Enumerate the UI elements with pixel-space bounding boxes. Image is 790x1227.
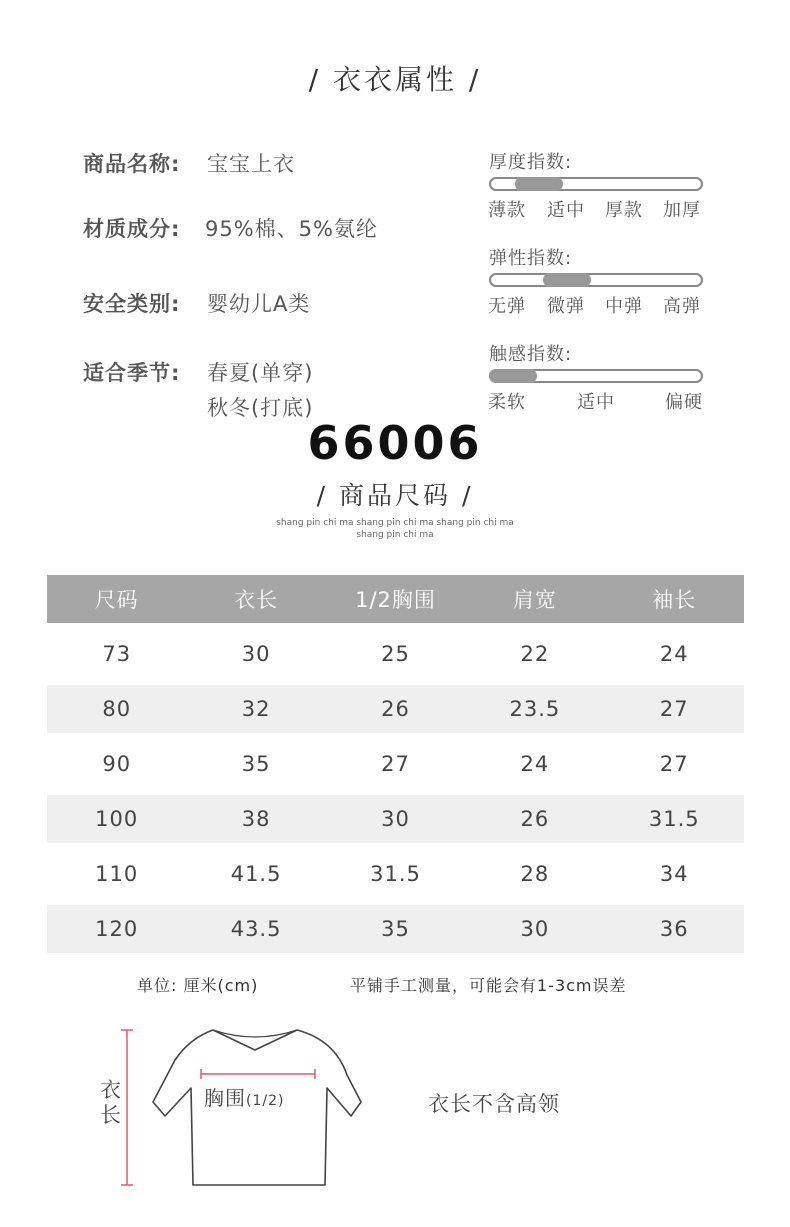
table-cell: 35 [186,733,325,795]
elasticity-scale-title: 弹性指数: [489,248,573,269]
measurement-note: 平铺手工测量，可能会有1-3cm误差 [350,976,627,995]
table-cell: 24 [465,733,604,795]
elasticity-scale-track [489,273,703,287]
chest-measure-line [201,1069,315,1079]
name-value: 宝宝上衣 [207,152,295,176]
table-cell: 100 [47,795,186,843]
table-cell: 27 [605,733,744,795]
chest-label-wrap [204,1082,284,1111]
elasticity-label-medium: 中弹 [605,296,643,317]
thickness-label-medium: 适中 [547,200,585,221]
table-row [47,733,744,795]
thickness-scale-indicator [515,177,563,191]
table-cell: 28 [465,843,604,905]
table-cell: 41.5 [186,843,325,905]
table-cell: 35 [326,905,465,953]
table-cell: 22 [465,623,604,685]
length-ruler [121,1030,133,1185]
table-cell: 34 [605,843,744,905]
table-row [47,685,744,733]
unit-note: 单位: 厘米(cm) [137,976,259,995]
chest-sub-label: (1/2) [246,1093,285,1109]
size-section-title: / 商品尺码 / [316,481,474,510]
attributes-title: / 衣衣属性 / [308,63,482,96]
thickness-label-thin: 薄款 [488,200,526,221]
table-cell: 31.5 [326,843,465,905]
thickness-label-extra-thick: 加厚 [663,200,701,221]
table-cell: 110 [47,843,186,905]
table-cell: 27 [326,733,465,795]
length-label [100,1078,122,1128]
name-label: 商品名称: [83,152,181,176]
material-label: 材质成分: [83,217,181,241]
table-cell: 31.5 [605,795,744,843]
product-code: 66006 [307,416,483,470]
table-cell: 80 [47,685,186,733]
elasticity-label-none: 无弹 [488,296,526,317]
season-value-1: 春夏(单穿) [207,361,314,385]
table-cell: 32 [186,685,325,733]
table-cell: 26 [326,685,465,733]
table-cell: 25 [326,623,465,685]
touch-scale-title: 触感指数: [489,344,573,365]
table-cell: 30 [465,905,604,953]
header-half-chest: 1/2胸围 [326,575,465,623]
elasticity-label-high: 高弹 [663,296,701,317]
table-row [47,905,744,953]
season-value-2: 秋冬(打底) [207,396,314,420]
table-cell: 30 [326,795,465,843]
chest-label: 胸围 [204,1086,246,1110]
table-cell: 26 [465,795,604,843]
table-cell: 24 [605,623,744,685]
touch-scale-track [489,369,703,383]
elasticity-scale-indicator [543,273,591,287]
touch-label-hard: 偏硬 [665,392,703,413]
table-cell: 30 [186,623,325,685]
collar-note: 衣长不含高领 [428,1092,560,1116]
table-cell: 36 [605,905,744,953]
touch-scale-indicator [489,369,537,383]
table-cell: 38 [186,795,325,843]
table-cell: 73 [47,623,186,685]
header-shoulder: 肩宽 [465,575,604,623]
thickness-label-thick: 厚款 [605,200,643,221]
touch-label-medium: 适中 [577,392,615,413]
length-label-char-2: 长 [100,1103,122,1127]
table-row [47,795,744,843]
safety-value: 婴幼儿A类 [207,292,311,316]
safety-label: 安全类别: [83,292,181,316]
size-section-pinyin-2: shang pin chi ma [356,530,434,540]
material-value: 95%棉、5%氨纶 [205,217,378,241]
header-length: 衣长 [186,575,325,623]
season-label: 适合季节: [83,361,181,385]
touch-label-soft: 柔软 [488,392,526,413]
elasticity-label-slight: 微弹 [547,296,585,317]
size-table-header [47,575,744,623]
table-row [47,843,744,905]
table-row [47,623,744,685]
thickness-scale-track [489,177,703,191]
size-section-pinyin-1: shang pin chi ma shang pin chi ma shang pin chi ma [276,518,514,528]
table-cell: 120 [47,905,186,953]
length-label-char-1: 衣 [100,1078,122,1102]
table-cell: 27 [605,685,744,733]
table-cell: 23.5 [465,685,604,733]
size-table [47,575,744,953]
header-size: 尺码 [47,575,186,623]
header-sleeve: 袖长 [605,575,744,623]
table-cell: 43.5 [186,905,325,953]
table-cell: 90 [47,733,186,795]
thickness-scale-title: 厚度指数: [489,152,573,173]
